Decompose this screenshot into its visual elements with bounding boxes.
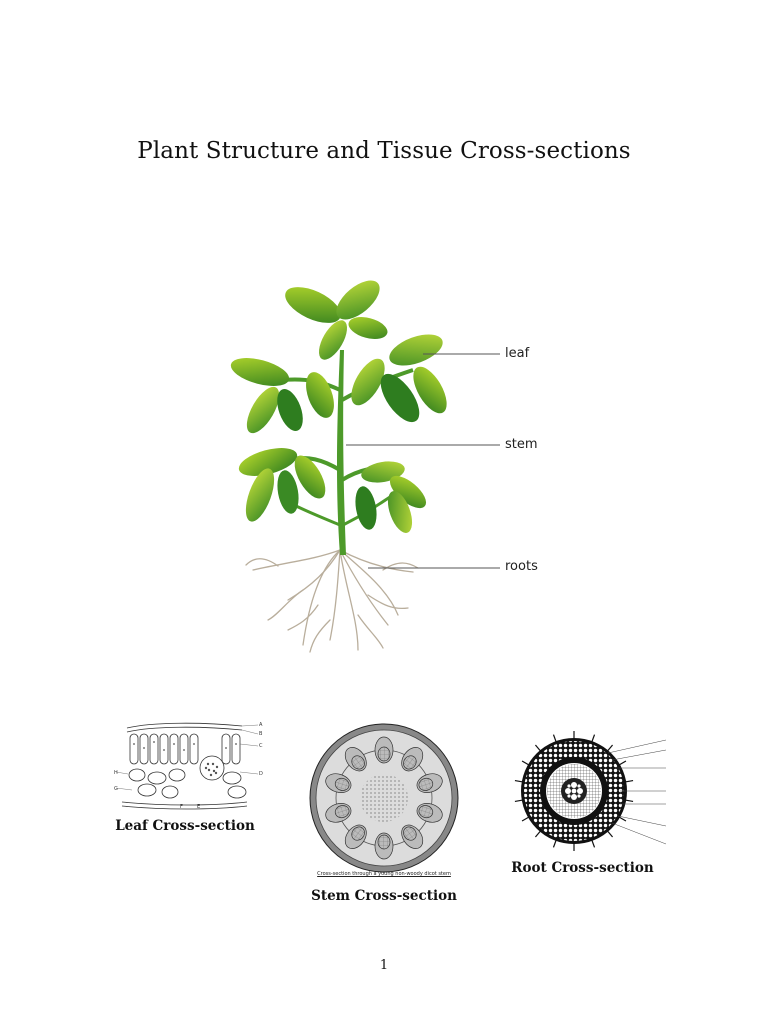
leaf-caption: Leaf Cross-section (115, 818, 255, 834)
plant-illustration (218, 270, 558, 655)
label-leaf: leaf (505, 346, 530, 361)
stem-caption: Stem Cross-section (311, 888, 457, 904)
leaf-letter-b: B (259, 731, 263, 737)
leaf-letter-g: G (114, 786, 118, 792)
leaf-letter-f: F (180, 804, 183, 810)
label-roots: roots (505, 559, 538, 574)
root-caption: Root Cross-section (511, 860, 654, 876)
plant-roots (246, 550, 418, 652)
label-stem: stem (505, 437, 538, 452)
page-title: Plant Structure and Tissue Cross-sections (137, 138, 631, 164)
leaf-letter-c: C (259, 743, 263, 749)
leaf-letter-a: A (259, 722, 263, 728)
root-cross-section-diagram (508, 728, 668, 858)
leaf-letter-h: H (114, 770, 118, 776)
leaf-letter-e: E (197, 804, 201, 810)
page-number: 1 (379, 958, 389, 973)
leaf-cross-section-diagram (112, 720, 272, 812)
stem-image-caption: Cross-section through a young non-woody dicot stem (317, 871, 451, 877)
stem-cross-section-diagram (305, 723, 463, 873)
leaf-letter-d: D (259, 771, 263, 777)
